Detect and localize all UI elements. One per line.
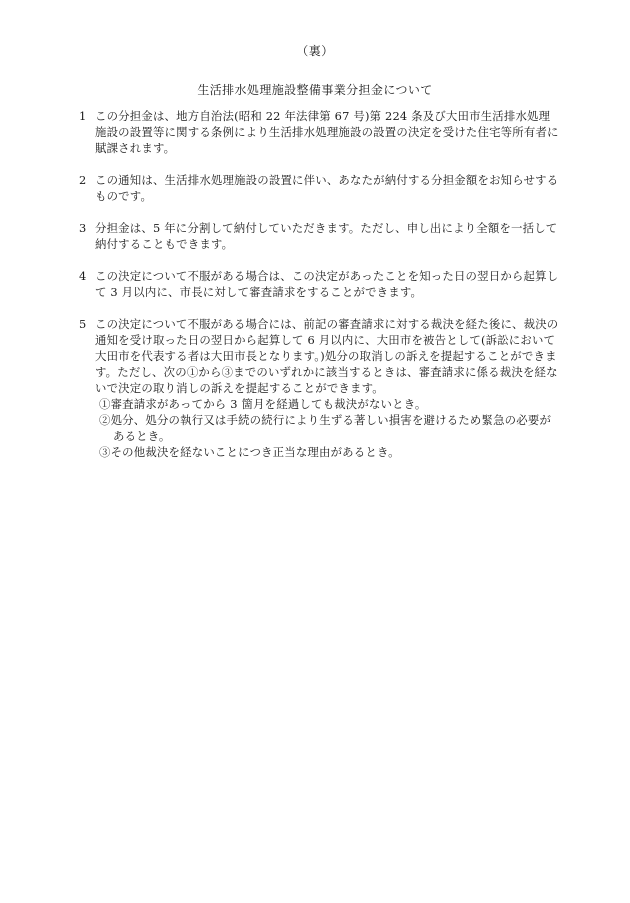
exception-item-3: ③その他裁決を経ないことにつき正当な理由があるとき。 [99,445,400,459]
item-number: 2 [79,173,87,187]
back-side-mark: （裏） [296,44,334,58]
notice-item-2 [79,172,559,204]
item-text: 分担金は、5 年に分割して納付していただきます。ただし、申し出により全額を一括して納付することもできます。 [95,221,558,251]
document-title: 生活排水処理施設整備事業分担金について [197,83,433,97]
exception-list [95,396,559,460]
exception-item-1: ①審査請求があってから 3 箇月を経過しても裁決がないとき。 [99,397,427,411]
item-number: 4 [79,269,87,283]
item-text: この通知は、生活排水処理施設の設置に伴い、あなたが納付する分担金額をお知らせするものです。 [95,173,559,203]
notice-item-1 [79,108,559,156]
item-text: この決定について不服がある場合は、この決定があったことを知った日の翌日から起算して 3 月以内に、市長に対して審査請求をすることができます。 [95,269,559,299]
notice-item-4 [79,268,559,300]
item-text: この分担金は、地方自治法(昭和 22 年法律第 67 号)第 224 条及び大田市生活排水処理施設の設置等に関する条例により生活排水処理施設の設置の決定を受けた住宅等所有者に賦課されます。 [95,109,559,155]
item-number: 3 [79,221,87,235]
notice-item-3 [79,220,559,252]
item-number: 1 [79,109,87,123]
notice-item-5 [79,316,559,460]
notice-items [79,108,559,476]
exception-item-2: ②処分、処分の執行又は手続の続行により生ずる著しい損害を避けるため緊急の必要があるとき。 [99,413,552,443]
item-text: この決定について不服がある場合には、前記の審査請求に対する裁決を経た後に、裁決の通知を受け取った日の翌日から起算して 6 月以内に、大田市を被告として(訴訟において大田市を代表する者は大田市長となります。)処分の取消しの訴えを提起することができます。ただし、次の①から③までのいずれかに該当するときは、審査請求に係る裁決を経ないで決定の取り消しの訴えを提起することができます。 [95,317,559,395]
item-number: 5 [79,317,87,331]
